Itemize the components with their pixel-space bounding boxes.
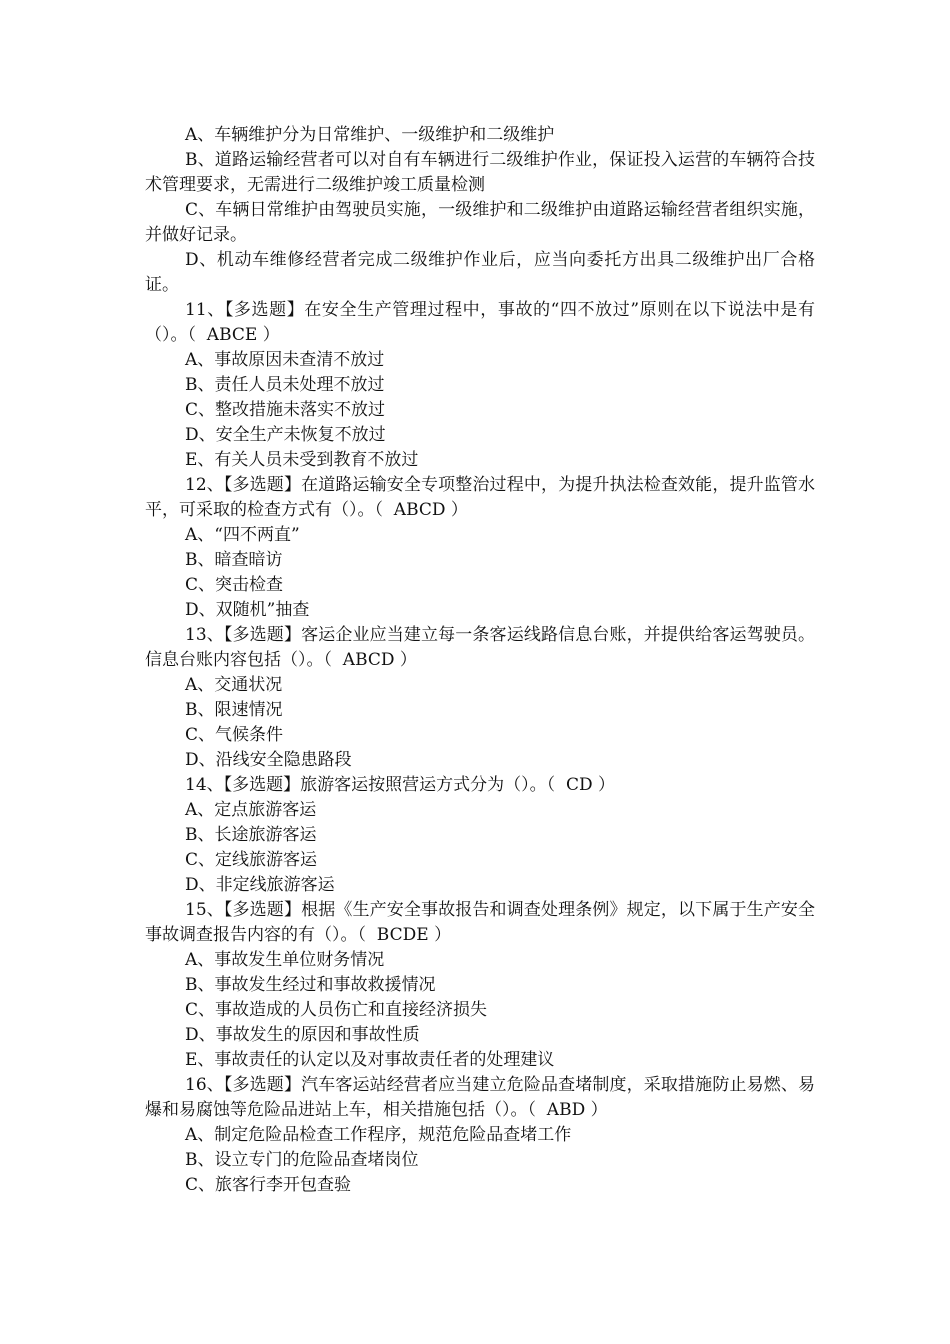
option-line: A、定点旅游客运	[185, 800, 317, 820]
option-line: C、整改措施未落实不放过	[185, 400, 386, 420]
option-line: B、暗查暗访	[185, 550, 283, 570]
document-body	[145, 123, 815, 1198]
option-line: A、车辆维护分为日常维护、一级维护和二级维护	[185, 125, 555, 145]
option-line: B、限速情况	[185, 700, 283, 720]
option-line: A、事故原因未查清不放过	[185, 350, 385, 370]
option-line: C、事故造成的人员伤亡和直接经济损失	[185, 1000, 488, 1020]
option-line: B、设立专门的危险品查堵岗位	[185, 1150, 419, 1170]
option-line: D、非定线旅游客运	[185, 875, 335, 895]
option-line: D、双随机”抽查	[185, 600, 310, 620]
option-line: B、长途旅游客运	[185, 825, 317, 845]
option-line: D、事故发生的原因和事故性质	[185, 1025, 420, 1045]
option-line: B、责任人员未处理不放过	[185, 375, 385, 395]
question-line: 14、【多选题】旅游客运按照营运方式分为（）。（ CD ）	[185, 775, 615, 795]
option-line: A、事故发生单位财务情况	[185, 950, 385, 970]
question-line: 16、【多选题】汽车客运站经营者应当建立危险品查堵制度，采取措施防止易燃、易爆和易腐蚀等危险品进站上车，相关措施包括（）。（ ABD ）	[145, 1075, 815, 1120]
option-line: A、交通状况	[185, 675, 283, 695]
option-line: D、沿线安全隐患路段	[185, 750, 352, 770]
question-line: 13、【多选题】客运企业应当建立每一条客运线路信息台账，并提供给客运驾驶员。信息台账内容包括（）。（ ABCD ）	[145, 625, 815, 670]
option-line: C、车辆日常维护由驾驶员实施，一级维护和二级维护由道路运输经营者组织实施，并做好记录。	[145, 200, 815, 245]
question-line: 15、【多选题】根据《生产安全事故报告和调查处理条例》规定，以下属于生产安全事故调查报告内容的有（）。（ BCDE ）	[145, 900, 815, 945]
option-line: B、事故发生经过和事故救援情况	[185, 975, 436, 995]
question-line: 11、【多选题】在安全生产管理过程中，事故的“四不放过”原则在以下说法中是有（）。（ ABCE ）	[145, 300, 815, 345]
option-line: D、机动车维修经营者完成二级维护作业后，应当向委托方出具二级维护出厂合格证。	[145, 250, 815, 295]
option-line: C、定线旅游客运	[185, 850, 318, 870]
option-line: A、制定危险品检查工作程序，规范危险品查堵工作	[185, 1125, 572, 1145]
option-line: C、旅客行李开包查验	[185, 1175, 352, 1195]
option-line: D、安全生产未恢复不放过	[185, 425, 386, 445]
option-line: E、事故责任的认定以及对事故责任者的处理建议	[185, 1050, 555, 1070]
option-line: E、有关人员未受到教育不放过	[185, 450, 419, 470]
option-line: A、“四不两直”	[185, 525, 300, 545]
question-line: 12、【多选题】在道路运输安全专项整治过程中，为提升执法检查效能，提升监管水平，可采取的检查方式有（）。（ ABCD ）	[145, 475, 815, 520]
option-line: C、气候条件	[185, 725, 284, 745]
option-line: C、突击检查	[185, 575, 284, 595]
option-line: B、道路运输经营者可以对自有车辆进行二级维护作业，保证投入运营的车辆符合技术管理要求，无需进行二级维护竣工质量检测	[145, 150, 815, 195]
